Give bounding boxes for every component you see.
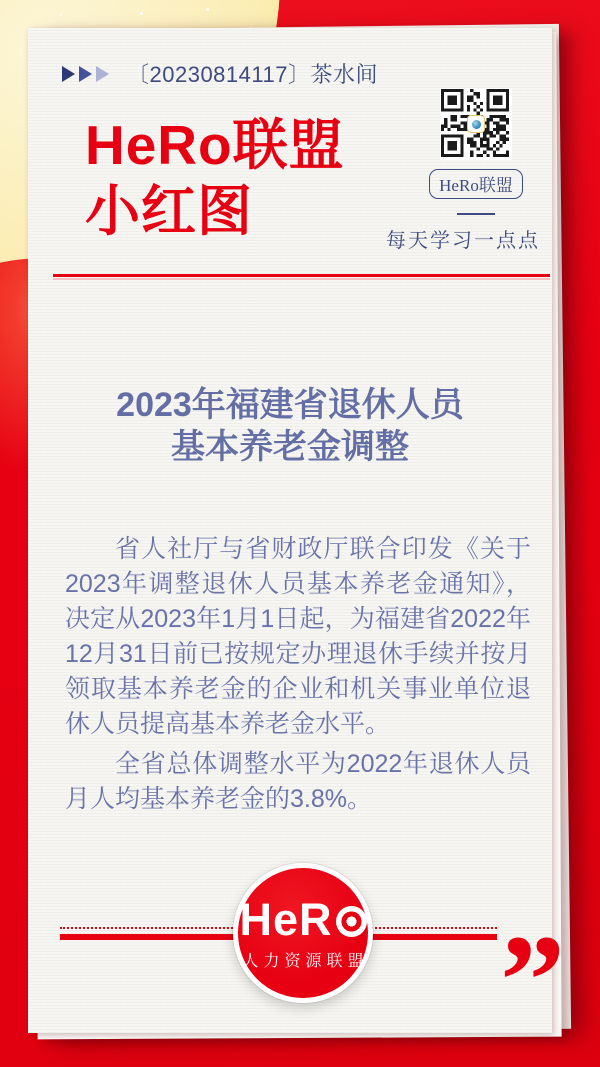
logo-subtitle: 人力资源联盟 bbox=[242, 953, 369, 970]
logo-o-icon bbox=[336, 906, 367, 937]
issue-row bbox=[62, 58, 378, 89]
article-body bbox=[65, 532, 531, 822]
tagline: 每天学习一点点 bbox=[386, 230, 540, 252]
issue-tag: 〔20230814117〕茶水间 bbox=[127, 62, 378, 87]
header-divider-line bbox=[53, 274, 550, 280]
qr-label-badge: HeRo联盟 bbox=[429, 169, 523, 199]
sparkle-dot bbox=[206, 8, 209, 11]
closing-quote-mark: ” bbox=[500, 909, 565, 1053]
sparkle-dot bbox=[140, 12, 143, 15]
article-title bbox=[28, 384, 552, 468]
poster-card bbox=[28, 28, 565, 1053]
arrow-icon bbox=[79, 66, 92, 82]
qr-divider-line bbox=[457, 213, 495, 215]
hero-logo-badge bbox=[233, 863, 373, 1003]
brand-title bbox=[85, 112, 345, 244]
arrow-icon bbox=[62, 66, 75, 82]
logo-wordmark bbox=[239, 894, 366, 945]
qr-block bbox=[418, 88, 534, 215]
qr-code-icon bbox=[440, 88, 512, 160]
triple-arrow-icon bbox=[62, 66, 113, 82]
divider-main-line bbox=[53, 274, 550, 277]
logo-text: HeR bbox=[239, 894, 333, 945]
arrow-icon bbox=[96, 66, 109, 82]
brand-title-line2: 小红图 bbox=[85, 180, 254, 242]
brand-title-line1: HeRo联盟 bbox=[85, 114, 345, 176]
qr-center-logo-icon bbox=[467, 115, 485, 133]
divider-sub-line bbox=[53, 278, 550, 280]
sparkle-dot bbox=[60, 14, 62, 16]
article-title-line1: 2023年福建省退休人员 bbox=[116, 386, 464, 424]
article-title-line2: 基本养老金调整 bbox=[171, 428, 409, 466]
article-paragraph: 全省总体调整水平为2022年退休人员月人均基本养老金的3.8%。 bbox=[65, 750, 531, 813]
article-paragraph: 省人社厅与省财政厅联合印发《关于2023年调整退休人员基本养老金通知》，决定从2023年1月1日起，为福建省2022年12月31日前已按规定办理退休手续并按月领取基本养老金的企业和机关事业单位退休人员提高基本养老金水平。 bbox=[65, 535, 531, 738]
